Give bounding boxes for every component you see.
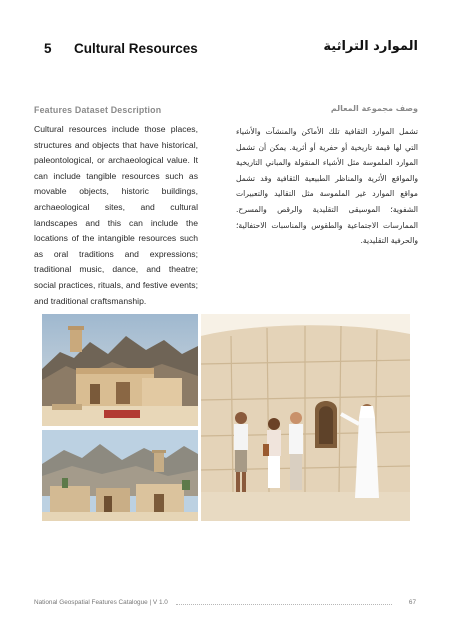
section-header bbox=[34, 40, 418, 62]
description-english: Cultural resources include those places, structures and objects that have historical, paleontological, or archaeological value. It can include tangible resources such as movable objects, historic buildings, archaeological sites, and cultural landscapes and this can include the locations of the intangible resources such as oral traditions and expressions; traditional music, dance, and theatre; social practices, rituals, and festive events; and traditional craftsmanship. bbox=[34, 124, 198, 306]
features-heading-arabic: وصف مجموعة المعالم bbox=[330, 104, 418, 113]
page-number: 67 bbox=[408, 599, 416, 606]
footer-catalogue: National Geospatial Features Catalogue | V 1.0 bbox=[34, 599, 168, 606]
description-arabic: تشمل الموارد الثقافية تلك الأماكن والمنشآت والأشياء التي لها قيمة تاريخية أو حفرية أو أثرية. يمكن أن تشمل الموارد الملموسة مثل الأشياء المنقولة والمباني التاريخية والمواقع الأثرية والمناظر الطبيعية الثقافية وقد تشمل مواقع الموارد غير الملموسة مثل التقاليد والتعبيرات الشفوية؛ الموسيقى التقليدية والرقص والمسرح. الممارسات الاجتماعية والطقوس والمناسبات الاحتفالية؛ والحرفية التقليدية. bbox=[236, 127, 418, 246]
footer-dotted-leader bbox=[176, 604, 392, 605]
section-title-arabic: الموارد التراثية bbox=[323, 39, 418, 54]
page-footer bbox=[34, 599, 418, 611]
features-heading-english: Features Dataset Description bbox=[34, 105, 162, 115]
mountain-village-photo bbox=[42, 430, 198, 521]
heritage-fort-photo bbox=[42, 314, 198, 426]
section-number: 5 bbox=[44, 41, 52, 56]
section-title-english: Cultural Resources bbox=[74, 41, 198, 56]
visitors-at-stone-wall-photo bbox=[201, 314, 410, 521]
